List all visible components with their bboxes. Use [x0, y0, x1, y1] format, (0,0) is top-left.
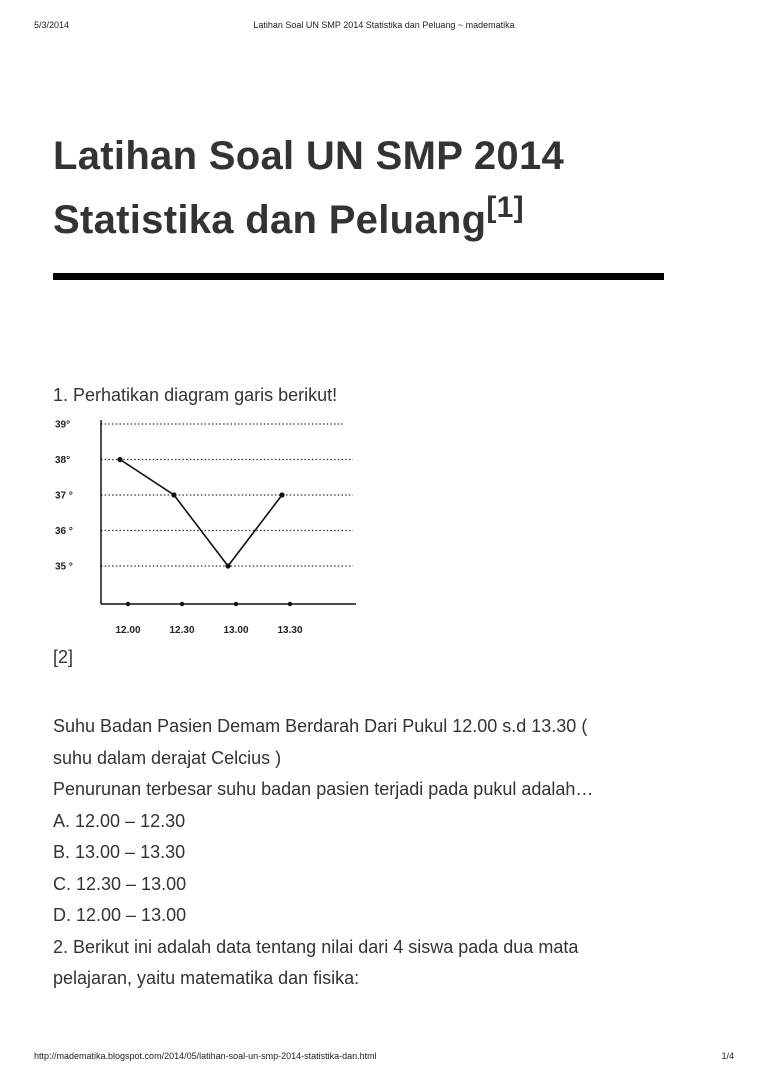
y-tick-label: 38°	[55, 455, 71, 466]
print-date: 5/3/2014	[34, 20, 70, 30]
x-tick-label: 13.30	[277, 625, 303, 636]
option-a: A. 12.00 – 12.30	[53, 810, 186, 831]
print-title: Latihan Soal UN SMP 2014 Statistika dan Peluang ~ madematika	[253, 20, 515, 30]
x-tick-marker	[234, 602, 238, 606]
x-tick-marker	[126, 602, 130, 606]
question-2-line-2: pelajaran, yaitu matematika dan fisika:	[53, 968, 360, 988]
question-1-body	[53, 711, 693, 995]
figure-reference[interactable]: [2]	[53, 647, 74, 667]
y-tick-label: 35 °	[55, 561, 73, 573]
page-url: http://madematika.blogspot.com/2014/05/latihan-soal-un-smp-2014-statistika-dan.html	[34, 1051, 377, 1061]
option-d: D. 12.00 – 13.00	[53, 905, 187, 925]
post-title	[53, 124, 693, 252]
caption-line-2: suhu dalam derajat Celcius )	[53, 747, 282, 768]
x-tick-label: 12.00	[115, 625, 141, 636]
option-b: B. 13.00 – 13.30	[53, 842, 186, 862]
data-point	[279, 492, 284, 497]
series-line	[120, 460, 282, 567]
post-title-line1: Latihan Soal UN SMP 2014	[53, 134, 565, 178]
x-tick-marker	[180, 602, 184, 606]
data-point	[225, 563, 230, 568]
title-footnote-link[interactable]: [1]	[486, 191, 524, 224]
print-footer	[34, 1051, 734, 1065]
y-tick-label: 36 °	[55, 526, 73, 537]
post-title-text: Statistika dan Peluang	[53, 198, 487, 242]
x-tick-marker	[288, 602, 292, 606]
x-tick-label: 13.00	[223, 625, 249, 636]
data-point	[117, 457, 122, 462]
line-chart	[53, 414, 363, 644]
y-tick-label: 37 °	[55, 490, 73, 502]
question-1-prompt: 1. Perhatikan diagram garis berikut!	[53, 385, 338, 405]
x-tick-label: 12.30	[169, 625, 195, 636]
title-divider	[53, 273, 664, 280]
caption-line-1: Suhu Badan Pasien Demam Berdarah Dari Pukul 12.00 s.d 13.30 (	[53, 716, 588, 736]
page-number: 1/4	[721, 1051, 734, 1061]
print-header	[34, 20, 734, 34]
y-tick-label: 39°	[55, 419, 71, 431]
post-title-line2	[53, 188, 693, 252]
data-point	[171, 492, 176, 497]
question-2-line-1: 2. Berikut ini adalah data tentang nilai dari 4 siswa pada dua mata	[53, 936, 579, 957]
question-text: Penurunan terbesar suhu badan pasien terjadi pada pukul adalah…	[53, 779, 594, 799]
option-c: C. 12.30 – 13.00	[53, 873, 187, 894]
